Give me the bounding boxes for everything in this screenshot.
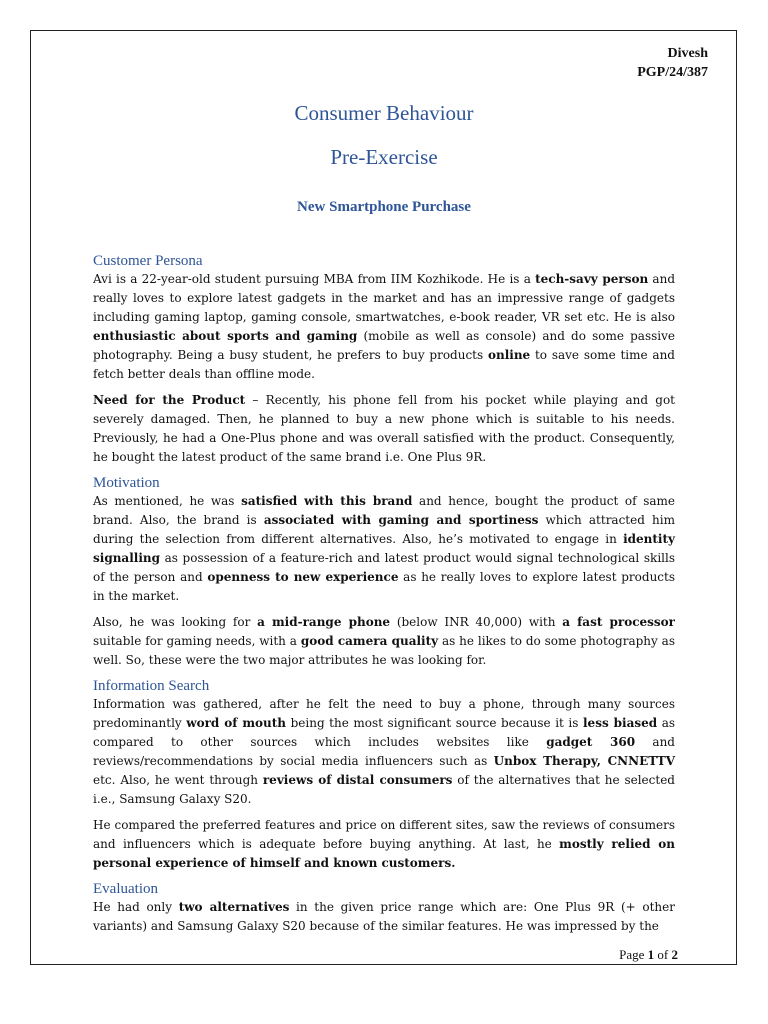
motivation-paragraph-1: As mentioned, he was satisfied with this brand and hence, bought the product of same brand. Also, the brand is associated with gaming and sportiness which attracted him during the selection from different alternatives. Also, he’s motivated to engage in identity signalling as possession of a feature-rich and latest product would signal technological skills of the person and openness to new experience as he really loves to explore latest products in the market. (93, 494, 676, 603)
course-title: Consumer Behaviour (294, 101, 474, 125)
section-heading-persona: Customer Persona (93, 253, 203, 269)
section-heading-evaluation: Evaluation (93, 881, 158, 897)
search-paragraph-1: Information was gathered, after he felt the need to buy a phone, through many sources predominantly word of mouth being the most significant source because it is less biased as compared to other sources which includes websites like gadget 360 and reviews/recommendations by social media influencers such as Unbox Therapy, CNNETTV etc. Also, he went through reviews of distal consumers of the alternatives that he selected i.e., Samsung Galaxy S20. (93, 697, 676, 806)
author-block (637, 44, 708, 82)
document-body (93, 252, 675, 943)
section-heading-information-search: Information Search (93, 678, 210, 694)
section-heading-motivation: Motivation (93, 475, 160, 491)
author-name: Divesh (667, 46, 708, 61)
topic-title: New Smartphone Purchase (297, 199, 471, 215)
motivation-paragraph-2: Also, he was looking for a mid-range phone (below INR 40,000) with a fast processor suitable for gaming needs, with a good camera quality as he likes to do some photography as well. So, these were the two major attributes he was looking for. (93, 615, 675, 667)
roll-number: PGP/24/387 (637, 65, 708, 80)
page-number: Page 1 of 2 (619, 947, 678, 962)
exercise-title: Pre-Exercise (330, 145, 438, 169)
search-paragraph-2: He compared the preferred features and price on different sites, saw the reviews of consumers and influencers which is adequate before buying anything. At last, he mostly relied on personal experience of himself and known customers. (93, 818, 675, 870)
evaluation-paragraph-1: He had only two alternatives in the given price range which are: One Plus 9R (+ other variants) and Samsung Galaxy S20 because of the similar features. He was impressed by the (93, 900, 675, 933)
persona-paragraph-1: Avi is a 22-year-old student pursuing MBA from IIM Kozhikode. He is a tech-savy person and really loves to explore latest gadgets in the market and has an impressive range of gadgets including gaming laptop, gaming console, smartwatches, e-book reader, VR set etc. He is also enthusiastic about sports and gaming (mobile as well as console) and do some passive photography. Being a busy student, he prefers to buy products online to save some time and fetch better deals than offline mode. (93, 272, 676, 381)
persona-paragraph-2: Need for the Product – Recently, his phone fell from his pocket while playing and got severely damaged. Then, he planned to buy a new phone which is suitable to his needs. Previously, he had a One-Plus phone and was overall satisfied with the product. Consequently, he bought the latest product of the same brand i.e. One Plus 9R. (93, 393, 675, 464)
